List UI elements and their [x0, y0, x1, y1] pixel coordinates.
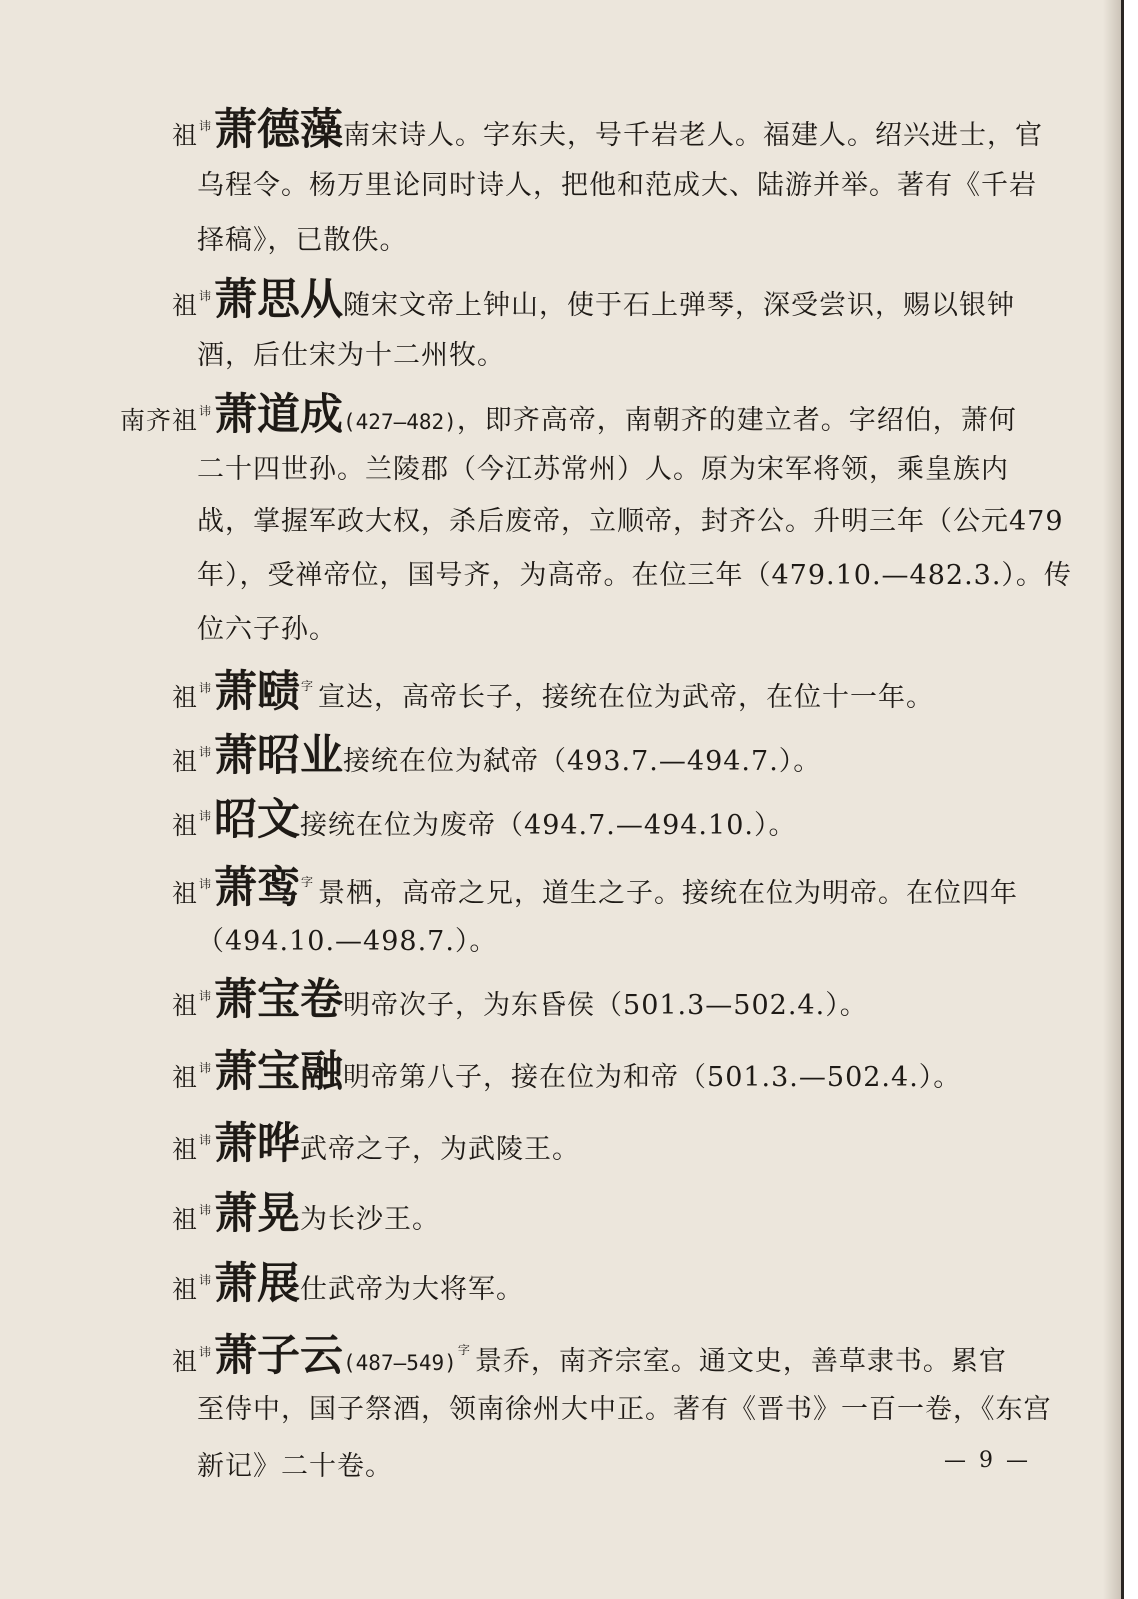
life-dates: (427—482)	[343, 410, 457, 434]
page-number: — 9 —	[944, 1448, 1031, 1473]
entry-text: （494.10.—498.7.）。	[197, 926, 498, 957]
ancestor-name: 昭文	[214, 795, 301, 845]
entry-prefix: 祖	[171, 1063, 198, 1092]
entry-text: 为长沙王。	[300, 1204, 441, 1235]
taboo-mark: 讳	[199, 681, 213, 695]
life-dates: (487—549)	[343, 1351, 457, 1375]
entry-first-line	[86, 391, 1017, 442]
ancestor-name: 萧昭业	[214, 731, 344, 781]
entry-prefix: 祖	[171, 121, 198, 150]
entry-text: 年），受禅帝位，国号齐，为高帝。在位三年（479.10.—482.3.）。传	[197, 560, 1072, 591]
entry-prefix: 祖	[171, 683, 198, 712]
entry-text: 武帝之子，为武陵王。	[300, 1134, 581, 1165]
ancestor-name: 萧宝融	[214, 1047, 344, 1097]
taboo-mark: 讳	[199, 119, 213, 133]
entry-text: 南宋诗人。字东夫，号千岩老人。福建人。绍兴进士，官	[343, 120, 1044, 151]
ancestor-name: 萧赜	[214, 667, 301, 717]
entry-prefix: 祖	[171, 1347, 198, 1376]
ancestor-name: 萧德藻	[214, 105, 344, 155]
entry-text: 至侍中，国子祭酒，领南徐州大中正。著有《晋书》一百一卷，《东宫	[197, 1394, 1052, 1425]
entry-first-line	[86, 276, 1015, 326]
taboo-mark: 讳	[199, 989, 213, 1003]
entry-prefix: 祖	[171, 291, 198, 320]
ancestor-name: 萧晃	[214, 1189, 301, 1239]
entry-text: 明帝次子，为东昏侯（501.3—502.4.）。	[343, 990, 868, 1021]
entry-text: ，即齐高帝，南朝齐的建立者。字绍伯，萧何	[456, 405, 1017, 436]
taboo-mark: 讳	[199, 1133, 213, 1147]
entry-first-line	[86, 1120, 580, 1170]
ancestor-name: 萧思从	[214, 275, 344, 325]
page-edge	[1103, 0, 1121, 1599]
entry-text: 接统在位为废帝（494.7.—494.10.）。	[300, 810, 797, 841]
entry-text: 新记》二十卷。	[197, 1451, 393, 1482]
entry-first-line	[86, 976, 868, 1026]
entry-first-line	[86, 732, 821, 782]
taboo-mark: 讳	[199, 745, 213, 759]
taboo-mark: 讳	[199, 1273, 213, 1287]
entry-prefix: 祖	[171, 991, 198, 1020]
entry-prefix: 祖	[171, 879, 198, 908]
taboo-mark: 讳	[199, 809, 213, 823]
ancestor-name: 萧子云	[214, 1331, 344, 1381]
courtesy-name-mark: 字	[457, 1343, 471, 1357]
entry-prefix: 祖	[171, 1205, 198, 1234]
entry-first-line	[86, 1048, 961, 1098]
ancestor-name: 萧晔	[214, 1119, 301, 1169]
entry-text: 乌程令。杨万里论同时诗人，把他和范成大、陆游并举。著有《千岩	[197, 170, 1037, 201]
entry-first-line	[86, 796, 796, 846]
entry-text: 景栖，高帝之兄，道生之子。接统在位为明帝。在位四年	[318, 878, 1019, 909]
entry-text: 择稿》，已散佚。	[197, 225, 408, 256]
entry-prefix: 南齐祖	[119, 406, 198, 435]
entry-prefix: 祖	[171, 1135, 198, 1164]
entry-first-line	[86, 1190, 440, 1240]
courtesy-name-mark: 字	[301, 679, 315, 693]
entry-text: 景乔，南齐宗室。通文史，善草隶书。累官	[474, 1346, 1007, 1377]
entry-first-line	[86, 666, 934, 718]
taboo-mark: 讳	[199, 404, 213, 418]
entry-text: 酒，后仕宋为十二州牧。	[197, 340, 505, 371]
ancestor-name: 萧展	[214, 1259, 301, 1309]
entry-first-line	[86, 862, 1018, 914]
entry-first-line	[86, 1330, 1007, 1383]
entry-text: 宣达，高帝长子，接统在位为武帝，在位十一年。	[318, 682, 935, 713]
taboo-mark: 讳	[199, 1203, 213, 1217]
courtesy-name-mark: 字	[301, 875, 315, 889]
entry-prefix: 祖	[171, 1275, 198, 1304]
ancestor-name: 萧鸾	[214, 863, 301, 913]
entry-text: 明帝第八子，接在位为和帝（501.3.—502.4.）。	[343, 1062, 962, 1093]
entry-prefix: 祖	[171, 747, 198, 776]
entry-prefix: 祖	[171, 811, 198, 840]
entry-text: 位六子孙。	[197, 614, 337, 645]
entry-text: 二十四世孙。兰陵郡（今江苏常州）人。原为宋军将领，乘皇族内	[197, 454, 1009, 485]
ancestor-name: 萧宝卷	[214, 975, 344, 1025]
entry-text: 战，掌握军政大权，杀后废帝，立顺帝，封齐公。升明三年（公元479	[197, 506, 1064, 537]
taboo-mark: 讳	[199, 1345, 213, 1359]
entry-text: 接统在位为弑帝（493.7.—494.7.）。	[343, 746, 822, 777]
entry-first-line	[86, 106, 1043, 156]
ancestor-name: 萧道成	[214, 390, 344, 440]
entry-text: 仕武帝为大将军。	[300, 1274, 525, 1305]
taboo-mark: 讳	[199, 877, 213, 891]
entry-text: 随宋文帝上钟山，使于石上弹琴，深受尝识，赐以银钟	[343, 290, 1016, 321]
entry-first-line	[86, 1260, 524, 1310]
taboo-mark: 讳	[199, 1061, 213, 1075]
taboo-mark: 讳	[199, 289, 213, 303]
